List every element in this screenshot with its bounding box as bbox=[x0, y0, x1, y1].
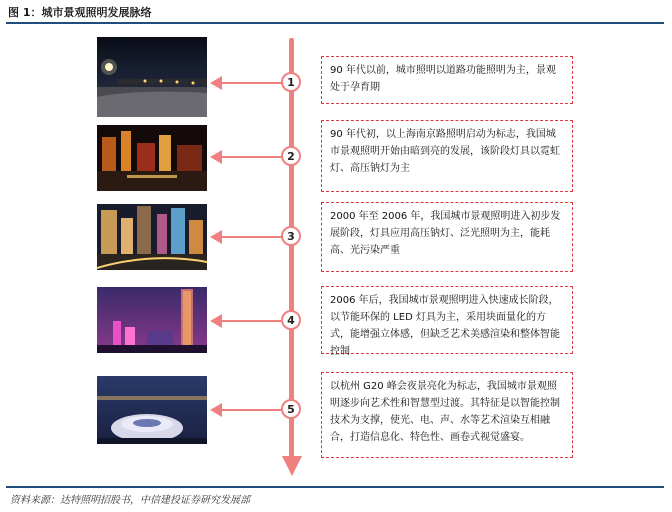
stage-5-description: 以杭州 G20 峰会夜景亮化为标志，我国城市景观照明逐步向艺术性和智慧型过渡。其特征是以智能控制技术为支撑，使光、电、声、水等艺术渲染互相融合，打造信息化、特色性、画卷式视觉盛宴。 bbox=[321, 372, 573, 458]
source-note: 资料来源：达特照明招股书，中信建投证券研究发展部 bbox=[10, 495, 250, 506]
stage-1-arrow bbox=[220, 82, 284, 84]
stage-1-arrow-head bbox=[210, 76, 222, 90]
stage-5-photo bbox=[97, 376, 207, 444]
stage-4-description: 2006 年后，我国城市景观照明进入快速成长阶段，以节能环保的 LED 灯具为主，采用块面量化的方式，能增强立体感，但缺乏艺术美感渲染和整体智能控制 bbox=[321, 286, 573, 354]
stage-4-photo bbox=[97, 287, 207, 353]
figure-title: 图 1：城市景观照明发展脉络 bbox=[8, 6, 152, 19]
timeline-line bbox=[289, 38, 294, 458]
stage-2-photo bbox=[97, 125, 207, 191]
stage-3-arrow bbox=[220, 236, 284, 238]
stage-1-photo bbox=[97, 37, 207, 117]
timeline-arrow-tip bbox=[282, 456, 302, 476]
stage-3-description: 2000 年至 2006 年，我国城市景观照明进入初步发展阶段，灯具应用高压钠灯、泛光照明为主，能耗高、光污染严重 bbox=[321, 202, 573, 272]
stage-3-photo bbox=[97, 204, 207, 270]
stage-2-arrow bbox=[220, 156, 284, 158]
stage-3-node: 3 bbox=[281, 226, 301, 246]
stage-5-arrow bbox=[220, 409, 284, 411]
stage-2-description: 90 年代初，以上海南京路照明启动为标志，我国城市景观照明开始由暗到亮的发展，该阶段灯具以霓虹灯、高压钠灯为主 bbox=[321, 120, 573, 192]
stage-2-node: 2 bbox=[281, 146, 301, 166]
stage-2-arrow-head bbox=[210, 150, 222, 164]
stage-1-description: 90 年代以前，城市照明以道路功能照明为主，景观处于孕育期 bbox=[321, 56, 573, 104]
stage-4-arrow bbox=[220, 320, 284, 322]
stage-5-arrow-head bbox=[210, 403, 222, 417]
stage-4-arrow-head bbox=[210, 314, 222, 328]
title-rule bbox=[6, 22, 664, 24]
stage-4-node: 4 bbox=[281, 310, 301, 330]
stage-1-node: 1 bbox=[281, 72, 301, 92]
bottom-rule bbox=[6, 486, 664, 488]
stage-3-arrow-head bbox=[210, 230, 222, 244]
stage-5-node: 5 bbox=[281, 399, 301, 419]
